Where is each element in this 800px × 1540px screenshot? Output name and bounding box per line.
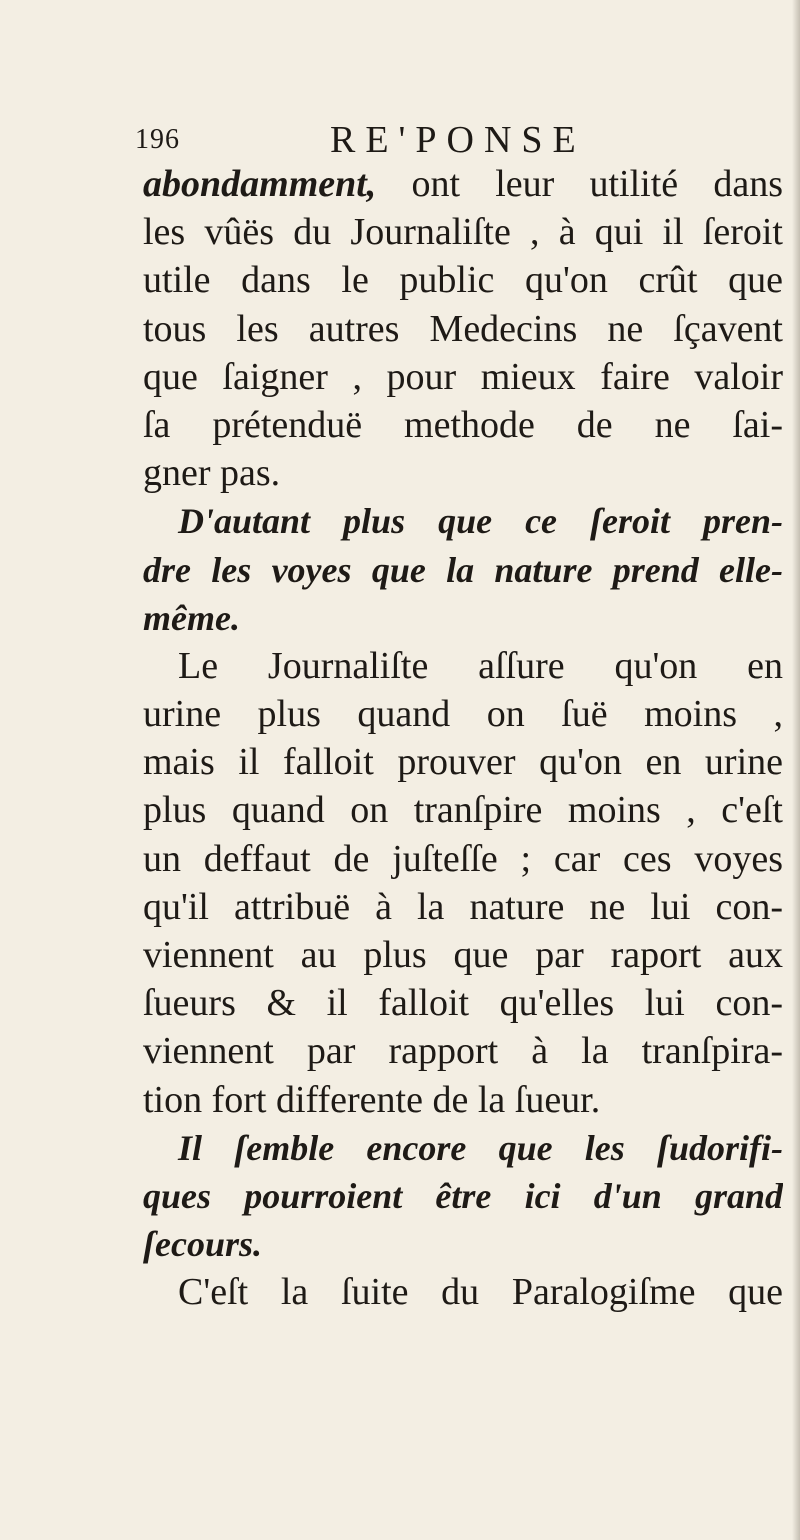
text-line: ſa prétenduë methode de ne ſai-: [143, 403, 783, 446]
italic-line: dre les voyes que la nature prend elle-: [143, 549, 783, 590]
italic-line: ſecours.: [143, 1224, 262, 1265]
text-line: mais il falloit prouver qu'on en urine: [143, 741, 783, 784]
text-line: Le Journaliſte aſſure qu'on en: [178, 644, 783, 687]
text-line: tion fort differente de la ſueur.: [143, 1078, 601, 1121]
body-text: [143, 160, 783, 1317]
running-head: [135, 118, 655, 160]
italic-line: D'autant plus que ce ſeroit pren-: [178, 501, 783, 542]
text-line: tous les autres Medecins ne ſçavent: [143, 307, 783, 350]
running-title: RE'PONSE: [330, 119, 586, 161]
text-line: gner pas.: [143, 452, 281, 495]
text-line: qu'il attribuë à la nature ne lui con-: [143, 885, 783, 928]
text-line: que ſaigner , pour mieux faire valoir: [143, 355, 783, 398]
text-line: [143, 160, 783, 208]
text-line: ſueurs & il falloit qu'elles lui con-: [143, 982, 783, 1025]
italic-line: même.: [143, 597, 240, 638]
text-line: les vûës du Journaliſte , à qui il ſeroit: [143, 211, 783, 254]
italic-word: abondamment,: [143, 163, 377, 205]
page-number: 196: [135, 124, 180, 155]
page-edge-shadow: [792, 0, 800, 1540]
text-line: C'eſt la ſuite du Paralogiſme que: [178, 1271, 783, 1314]
text-line: utile dans le public qu'on crût que: [143, 259, 783, 302]
text-line: plus quand on tranſpire moins , c'eſt: [143, 789, 783, 832]
text-line: urine plus quand on ſuë moins ,: [143, 693, 783, 736]
italic-line: Il ſemble encore que les ſudorifi-: [178, 1127, 783, 1168]
text-line: viennent par rapport à la tranſpira-: [143, 1030, 783, 1073]
italic-line: ques pourroient être ici d'un grand: [143, 1175, 783, 1216]
line-rest: ont leur utilité dans: [376, 163, 783, 205]
text-line: viennent au plus que par raport aux: [143, 934, 783, 976]
text-line: un deffaut de juſteſſe ; car ces voyes: [143, 837, 783, 880]
